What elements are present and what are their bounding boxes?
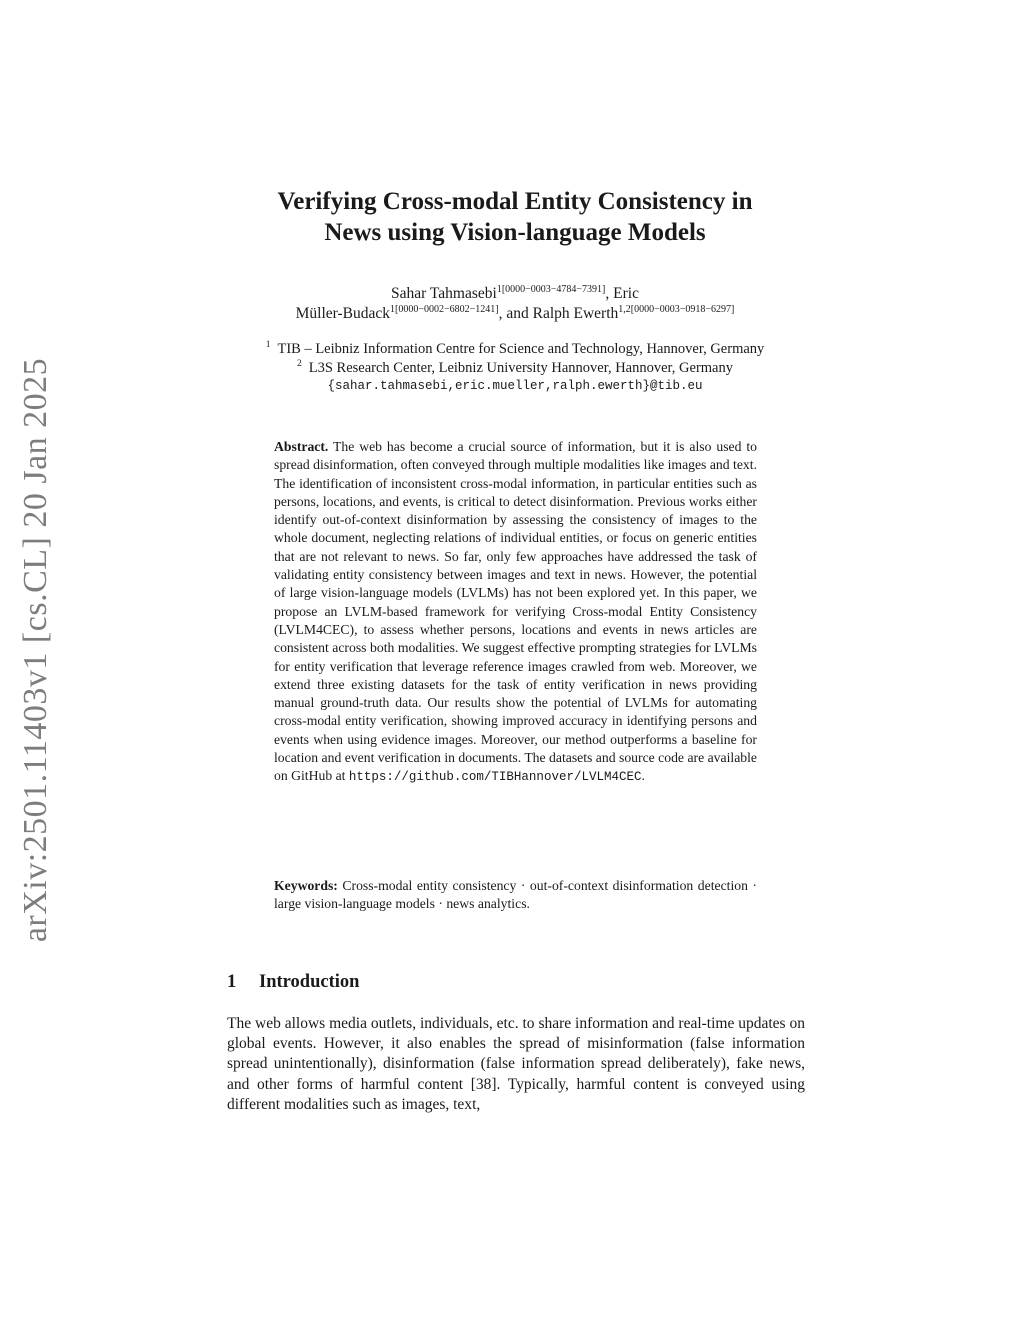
arxiv-identifier-stamp: arXiv:2501.11403v1 [cs.CL] 20 Jan 2025 [17,357,54,943]
author-2-orcid: 1[0000−0002−6802−1241] [390,303,499,315]
paper-title [200,186,830,248]
section-number: 1 [227,972,237,992]
author-emails: {sahar.tahmasebi,eric.mueller,ralph.ewerth}@tib.eu [327,379,703,393]
keywords [274,877,757,914]
author-3-orcid: 1,2[0000−0003−0918−6297] [618,303,735,315]
affiliation-1-text: TIB – Leibniz Information Centre for Science and Technology, Hannover, Germany [277,341,765,357]
abstract-label: Abstract. [274,439,329,454]
section-title: Introduction [259,972,360,992]
abstract [274,438,757,787]
author-list [180,284,850,324]
affiliation-1 [180,340,850,359]
author-line-1 [180,284,850,304]
affiliation-2 [180,359,850,378]
keywords-text: Cross-modal entity consistency · out-of-context disinformation detection · large vision-language models · news analytics. [274,878,757,912]
github-link[interactable]: https://github.com/TIBHannover/LVLM4CEC [348,770,642,785]
title-line-2: News using Vision-language Models [324,219,706,246]
author-2-name: Müller-Budack [295,305,391,322]
author-separator-1: , Eric [605,285,639,302]
title-line-1: Verifying Cross-modal Entity Consistency in [277,188,753,215]
section-heading-introduction [227,972,359,993]
abstract-body: The web has become a crucial source of information, but it is also used to spread disinformation, often conveyed through multiple modalities like images and text. The identification of inconsistent cross-modal information, in particular entities such as persons, locations, and events, is critical to detect disinformation. Previous works either identify out-of-context disinformation by assessing the consistency of images to the whole document, neglecting relations of individual entities, or focus on generic entities that are not relevant to news. So far, only few approaches have addressed the task of validating entity consistency between images and text in news. However, the potential of large vision-language models (LVLMs) has not been explored yet. In this paper, we propose an LVLM-based framework for verifying Cross-modal Entity Consistency (LVLM4CEC), to assess whether persons, locations and events in news articles are consistent across both modalities. We suggest effective prompting strategies for LVLMs for entity verification that leverage reference images crawled from web. Moreover, we extend three existing datasets for the task of entity verification in news providing manual ground-truth data. Our results show the potential of LVLMs for automating cross-modal entity verification, showing improved accuracy in identifying persons and events when using evidence images. Moreover, our method outperforms a baseline for location and event verification in documents. The datasets and source code are available on GitHub at [274,439,757,784]
affiliation-2-number: 2 [296,358,302,369]
author-1-name: Sahar Tahmasebi [391,285,497,302]
keywords-label: Keywords: [274,878,338,893]
introduction-paragraph: The web allows media outlets, individuals, etc. to share information and real-time updates on global events. However, it also enables the spread of misinformation (false information spread unintentionally), disinformation (false information spread deliberately), fake news, and other forms of harmful content [38]. Typically, harmful content is conveyed using different modalities such as images, text, [227,1015,805,1113]
author-3-name: , and Ralph Ewerth [498,305,619,322]
affiliation-2-text: L3S Research Center, Leibniz University Hannover, Hannover, Germany [308,359,733,376]
abstract-end: . [641,768,645,784]
author-line-2 [180,304,850,324]
affiliation-1-number: 1 [265,340,271,351]
author-1-orcid: 1[0000−0003−4784−7391] [496,283,606,295]
affiliations [180,340,850,396]
